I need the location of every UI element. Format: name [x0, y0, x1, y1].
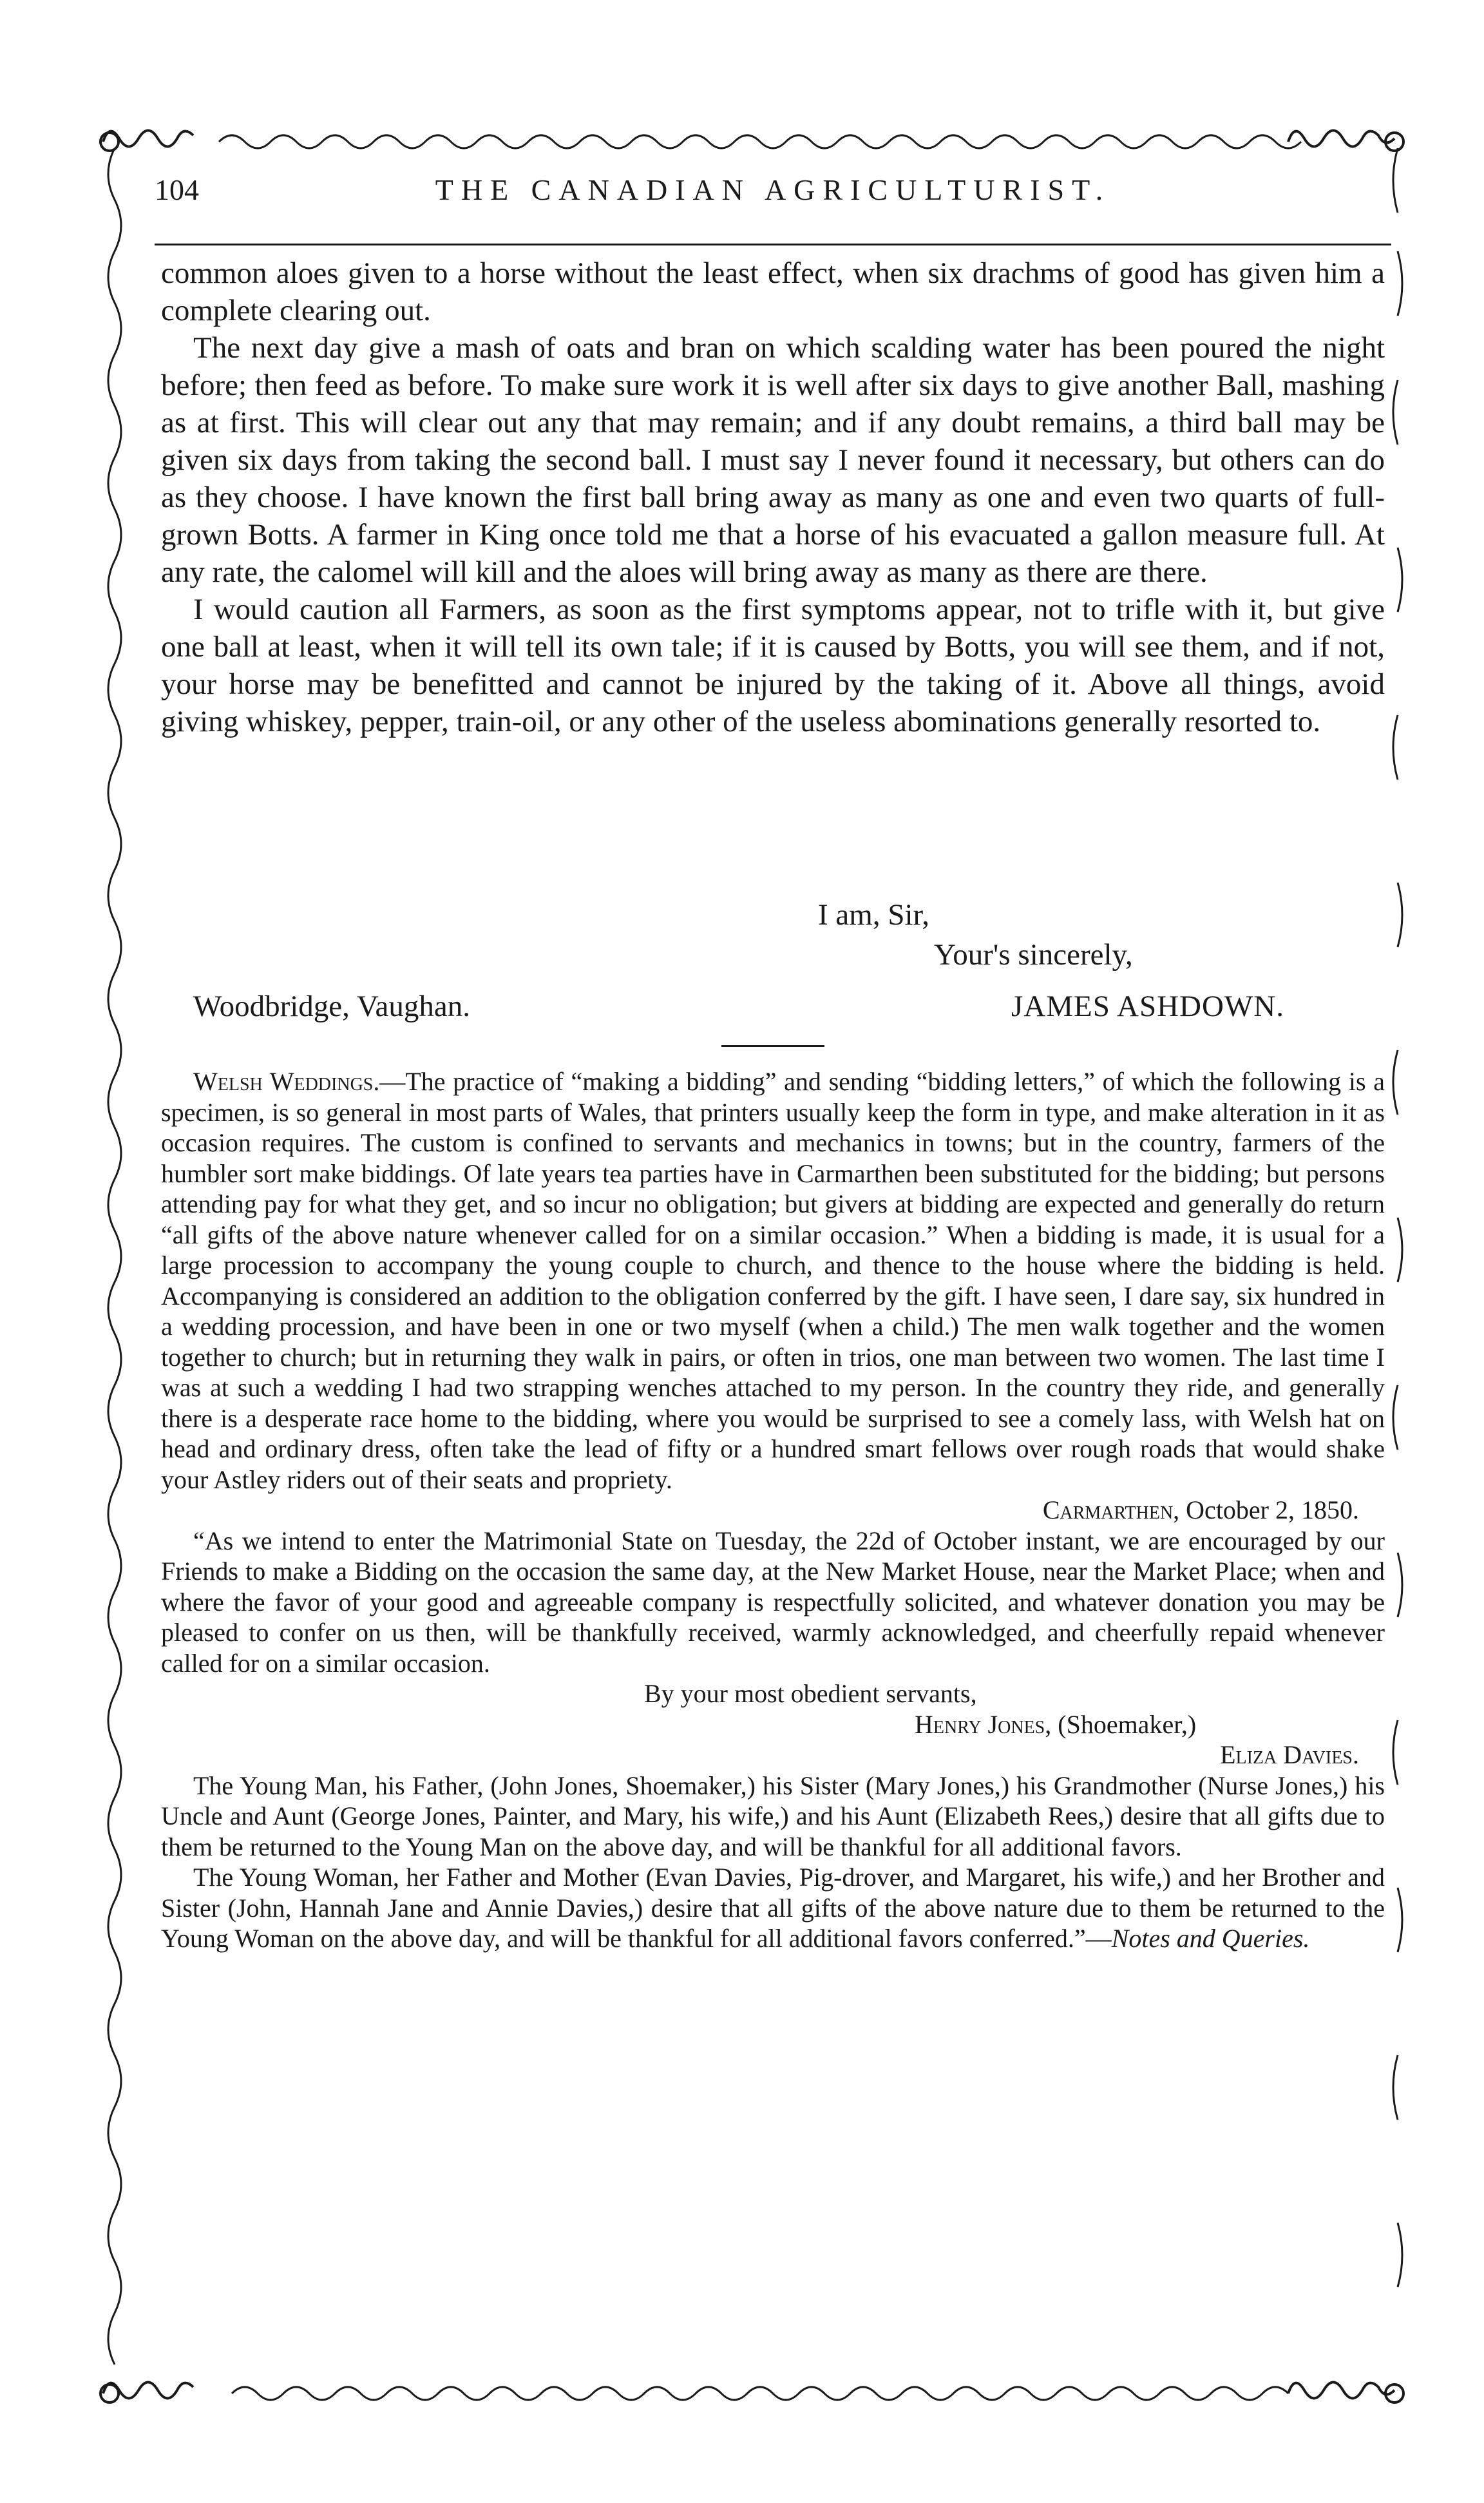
article-text: The Young Woman, her Father and Mother (Evan Davies, Pig-drover, and Margaret, his wife,) and her Brother and Sister (John, Hannah Jane and Annie Davies,) desire that all gifts of the above nature due to them be returned to the Young Woman on the above day, and will be thankful for all additional favors conferred.” [161, 1863, 1385, 1953]
signer-trade: (Shoemaker,) [1051, 1709, 1197, 1739]
sender-signature: JAMES ASHDOWN. [1011, 990, 1284, 1023]
salutation-line: I am, Sir, [818, 898, 930, 932]
header-rule [155, 244, 1391, 245]
source-citation: Notes and Queries. [1111, 1924, 1310, 1953]
letter-paragraph: common aloes given to a horse without the least effect, when six drachms of good has given him a complete clearing out. [161, 256, 1385, 327]
top-ornamental-border [97, 116, 1411, 168]
invitation-signer [161, 1709, 1385, 1740]
invitation-paragraph: “As we intend to enter the Matrimonial State on Tuesday, the 22d of October instant, we are encouraged by our Friends to make a Bidding on the occasion the same day, at the New Market House, near the Market Place; when and where the favor of your good and agreeable company is respectfully solicited, and whatever donation you may be pleased to confer on us then, will be thankfully received, warmly acknowledged, and cheerfully repaid whenever called for on a similar occasion. [161, 1526, 1385, 1678]
valediction-line: Your's sincerely, [934, 938, 1133, 972]
letter-paragraph: The next day give a mash of oats and bran on which scalding water has been poured the night before; then feed as before. To make sure work it is well after six days to give another Ball, mashing as at first. This will clear out any that may remain; and if any doubt remains, a third ball may be given six days from taking the second ball. I must say I never found it necessary, but others can do as they choose. I have known the first ball bring away as many as one and even two quarts of full-grown Botts. A farmer in King once told me that a horse of his evacuated a gallon measure full. At any rate, the calomel will kill and the aloes will bring away as many as there are there. [161, 331, 1385, 589]
source-dash: — [1085, 1924, 1112, 1953]
letter-paragraph: I would caution all Farmers, as soon as the first symptoms appear, not to trifle with it, but give one ball at least, when it will tell its own tale; if it is caused by Botts, you will see them, and if not, your horse may be benefitted and cannot be injured by the taking of it. Above all things, avoid giving whiskey, pepper, train-oil, or any other of the useless abominations generally resorted to. [161, 593, 1385, 738]
article-body: —The practice of “making a bidding” and sending “bidding letters,” of which the following is a specimen, is so general in most parts of Wales, that printers usually keep the form in type, and make alteration in it as occasion requires. The custom is confined to servants and mechanics in towns; but in the country, farmers of the humbler sort make biddings. Of late years tea parties have in Carmarthen been substituted for the bidding; but persons attending pay for what they get, and so incur no obligation; but givers at bidding are expected and generally do return “all gifts of the above nature whenever called for on a similar occasion.” When a bidding is made, it is usual for a large procession to accompany the young couple to church, and thence to the house where the bidding is held. Accompanying is considered an addition to the obligation conferred by the gift. I have seen, I dare say, six hundred in a wedding procession, and have been in one or two myself (when a child.) The men walk together and the women together to church; but in returning they walk in pairs, or often in trios, one man between two women. The last time I was at such a wedding I had two strapping wenches attached to my person. In the country they ride, and generally there is a desperate race home to the bidding, where you would be surprised to see a comely lass, with Welsh hat on head and ordinary dress, often take the lead of fifty or a hundred smart fellows over rough roads that would shake your Astley riders out of their seats and propriety. [161, 1067, 1385, 1494]
invitation-sign-off: By your most obedient servants, [644, 1679, 977, 1708]
signer-name: Henry Jones, [915, 1709, 1052, 1739]
left-ornamental-border [95, 148, 134, 2403]
letter-closing [161, 896, 1385, 1037]
bottom-ornamental-border [97, 2368, 1411, 2419]
article-paragraph [161, 1066, 1385, 1495]
welsh-weddings-article [161, 1066, 1385, 1954]
article-paragraph [161, 1862, 1385, 1954]
letter-body [161, 254, 1385, 740]
article-heading: Welsh Weddings. [193, 1067, 380, 1096]
running-title: THE CANADIAN AGRICULTURIST. [435, 173, 1111, 206]
page-number: 104 [155, 173, 199, 206]
dateline-date: October 2, 1850. [1179, 1495, 1359, 1524]
invitation-signer: Eliza Davies. [1220, 1740, 1359, 1769]
dateline [161, 1495, 1385, 1526]
section-divider [721, 1045, 824, 1047]
page-header [155, 173, 1391, 224]
sender-place: Woodbridge, Vaughan. [193, 990, 471, 1023]
dateline-place: Carmarthen, [1042, 1495, 1180, 1524]
article-paragraph: The Young Man, his Father, (John Jones, Shoemaker,) his Sister (Mary Jones,) his Grandmother (Nurse Jones,) his Uncle and Aunt (George Jones, Painter, and Mary, his wife,) and his Aunt (Elizabeth Rees,) desire that all gifts due to them be returned to the Young Man on the above day, and will be thankful for all additional favors. [161, 1770, 1385, 1861]
